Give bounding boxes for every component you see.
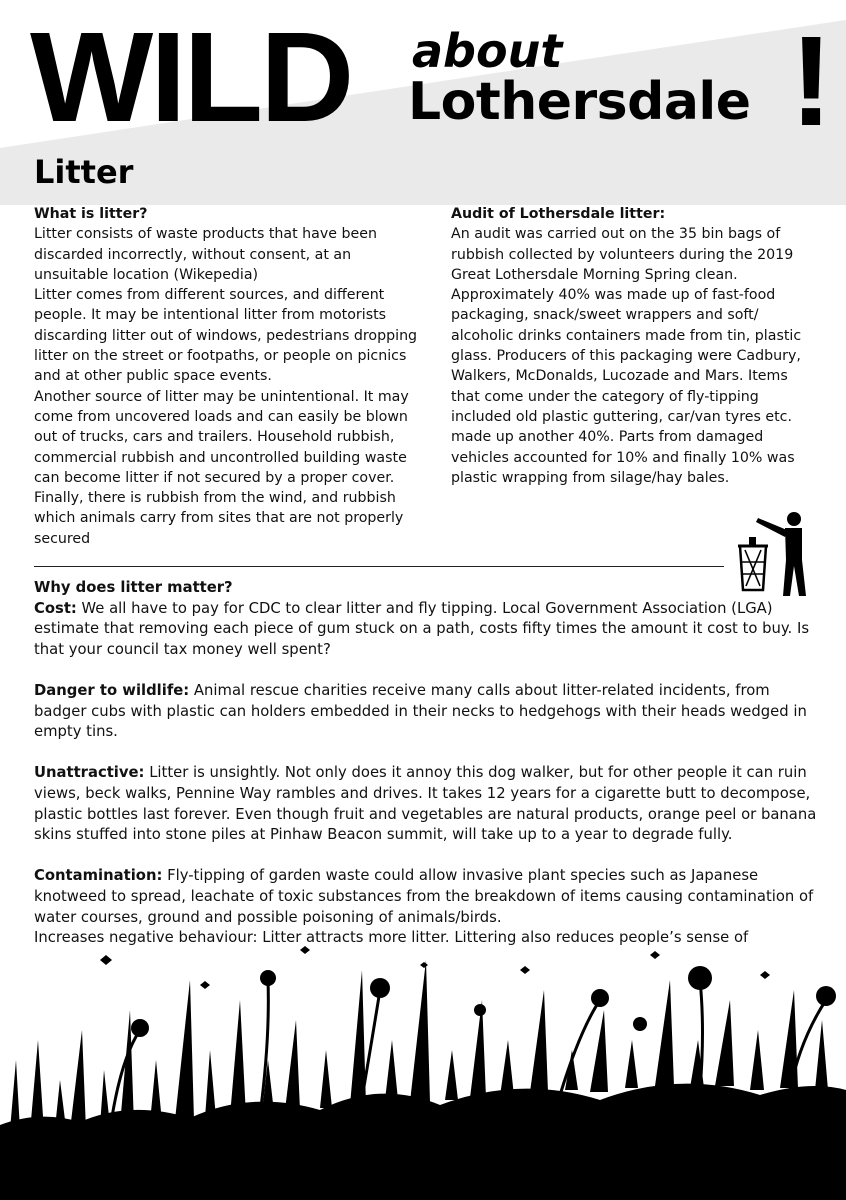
page-title: Litter: [34, 153, 134, 191]
section-divider: [34, 566, 724, 567]
danger-label: Danger to wildlife:: [34, 681, 190, 699]
why-heading: Why does litter matter?: [34, 579, 233, 596]
danger-text: Animal rescue charities receive many calls about litter-related incidents, from badger cubs with plastic can holders embedded in their necks to hedgehogs with their heads wedged in empty tins.: [34, 681, 807, 741]
meadow-silhouette-illustration: [0, 940, 846, 1200]
masthead-about: about: [412, 24, 563, 78]
unattractive-text: Litter is unsightly. Not only does it annoy this dog walker, but for other people it can ruin views, beck walks, Pennine Way rambles and drives. It takes 12 years for a cigarette butt to decompose, plastic bottles last forever. Even though fruit and vegetables are natural products, orange peel or banana skins stuffed into stone piles at Pinhaw Beacon summit, will take up to a year to degrade fully.: [34, 764, 817, 844]
negative-behaviour-paragraph: Increases negative behaviour: Litter attracts more litter. Littering also reduces people’s sense of: [34, 929, 749, 947]
what-is-litter-paragraph: Another source of litter may be unintentional. It may come from uncovered loads and can easily be blown out of trucks, cars and trailers. Household rubbish, commercial rubbish and uncontrolled building waste can become litter if not secured by a proper cover. Finally, there is rubbish from the wind, and rubbish which animals carry from sites that are not properly secured: [34, 388, 409, 547]
cost-label: Cost:: [34, 599, 77, 617]
what-is-litter-section: [34, 204, 420, 549]
masthead-exclaim: !: [790, 10, 833, 153]
danger-paragraph: [34, 681, 824, 743]
masthead: [0, 0, 846, 160]
contamination-label: Contamination:: [34, 867, 163, 885]
audit-section: [451, 204, 821, 488]
audit-paragraph: An audit was carried out on the 35 bin bags of rubbish collected by volunteers during the 2019 Great Lothersdale Morning Spring clean. Approximately 40% was made up of fast-food packaging, snack/sweet wrappers and soft/ alcoholic drinks containers made from tin, plastic glass. Producers of this packaging were Cadbury, Walkers, McDonalds, Lucozade and Mars. Items that come under the category of fly-tipping included old plastic guttering, car/van tyres etc. made up another 40%. Parts from damaged vehicles accounted for 10% and finally 10% was plastic wrapping from silage/hay bales.: [451, 226, 802, 486]
cost-text: We all have to pay for CDC to clear litter and fly tipping. Local Government Association (LGA) estimate that removing each piece of gum stuck on a path, costs fifty times the amount it cost to buy. Is that your council tax money well spent?: [34, 599, 810, 658]
unattractive-paragraph: [34, 763, 824, 845]
what-is-litter-paragraph: Litter consists of waste products that have been discarded incorrectly, without consent, at an unsuitable location (Wikepedia): [34, 226, 377, 283]
what-is-litter-heading: What is litter?: [34, 206, 148, 222]
why-litter-matters-section: [34, 578, 824, 949]
cost-paragraph: [34, 599, 824, 661]
masthead-place: Lothersdale: [408, 72, 751, 132]
masthead-wild: WILD: [30, 6, 352, 149]
contamination-paragraph: [34, 866, 824, 928]
audit-heading: Audit of Lothersdale litter:: [451, 206, 666, 222]
what-is-litter-paragraph: Litter comes from different sources, and different people. It may be intentional litter from motorists discarding litter out of windows, pedestrians dropping litter on the street or footpaths, or people on picnics and at other public space events.: [34, 287, 418, 385]
contamination-text: Fly-tipping of garden waste could allow invasive plant species such as Japanese knotweed to spread, leachate of toxic substances from the breakdown of items causing contamination of water courses, ground and possible poisoning of animals/birds.: [34, 867, 814, 926]
unattractive-label: Unattractive:: [34, 764, 145, 782]
